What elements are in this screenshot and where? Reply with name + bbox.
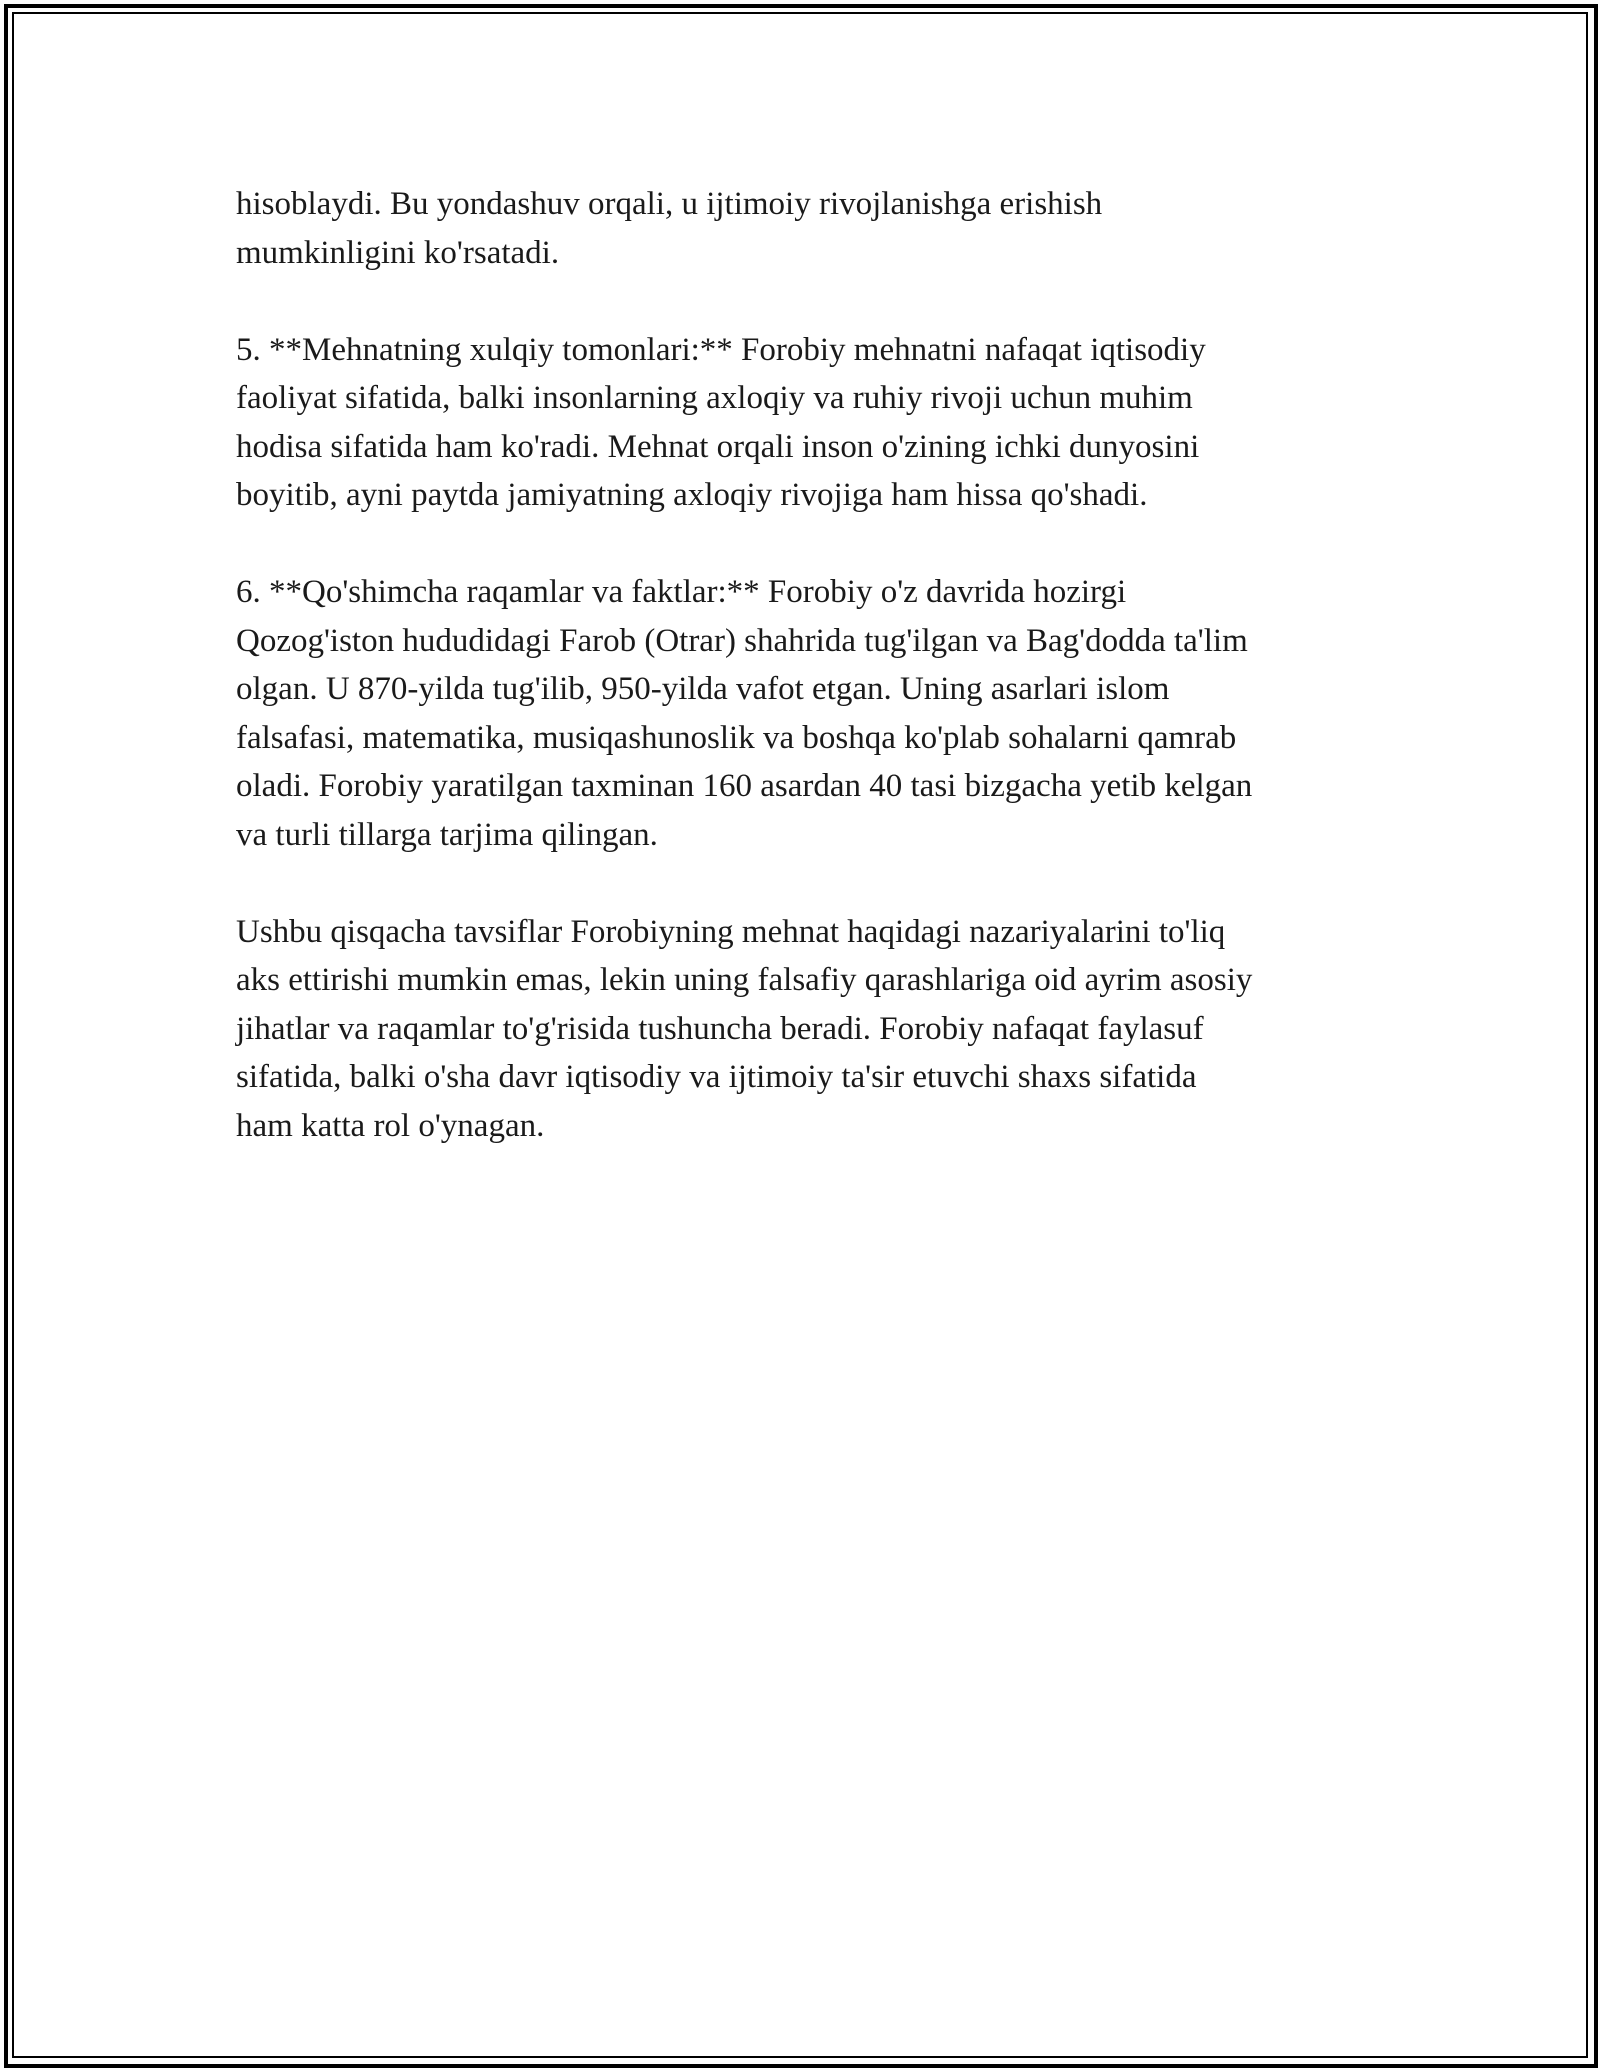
text-line: ham katta rol o'ynagan. — [236, 1107, 545, 1144]
text-line: falsafasi, matematika, musiqashunoslik va boshqa ko'plab sohalarni qamrab — [236, 719, 1237, 756]
text-line: va turli tillarga tarjima qilingan. — [236, 816, 658, 853]
text-line: Ushbu qisqacha tavsiflar Forobiyning mehnat haqidagi nazariyalarini to'liq — [236, 913, 1226, 950]
text-line: 6. **Qo'shimcha raqamlar va faktlar:** Forobiy o'z davrida hozirgi — [236, 574, 1127, 610]
paragraph-continuation — [236, 180, 1376, 277]
text-line: boyitib, ayni paytda jamiyatning axloqiy rivojiga ham hissa qo'shadi. — [236, 477, 1148, 513]
text-line: aks ettirishi mumkin emas, lekin uning falsafiy qarashlariga oid ayrim asosiy — [236, 962, 1253, 998]
paragraph-conclusion — [236, 908, 1376, 1151]
text-line: faoliyat sifatida, balki insonlarning axloqiy va ruhiy rivoji uchun muhim — [236, 380, 1193, 416]
text-line: sifatida, balki o'sha davr iqtisodiy va ijtimoiy ta'sir etuvchi shaxs sifatida — [236, 1059, 1197, 1095]
text-line: jihatlar va raqamlar to'g'risida tushuncha beradi. Forobiy nafaqat faylasuf — [236, 1010, 1204, 1047]
text-line: hodisa sifatida ham ko'radi. Mehnat orqali inson o'zining ichki dunyosini — [236, 428, 1200, 465]
paragraph-item-5 — [236, 326, 1376, 520]
text-line: hisoblaydi. Bu yondashuv orqali, u ijtimoiy rivojlanishga erishish — [236, 186, 1103, 222]
text-line: 5. **Mehnatning xulqiy tomonlari:** Forobiy mehnatni nafaqat iqtisodiy — [236, 331, 1206, 368]
text-line: mumkinligini ko'rsatadi. — [236, 234, 560, 271]
text-line: olgan. U 870-yilda tug'ilib, 950-yilda vafot etgan. Uning asarlari islom — [236, 671, 1170, 707]
paragraph-item-6 — [236, 568, 1376, 859]
text-line: oladi. Forobiy yaratilgan taxminan 160 asardan 40 tasi bizgacha yetib kelgan — [236, 768, 1253, 804]
text-line: Qozog'iston hududidagi Farob (Otrar) shahrida tug'ilgan va Bag'dodda ta'lim — [236, 622, 1248, 659]
document-body — [236, 180, 1376, 1199]
